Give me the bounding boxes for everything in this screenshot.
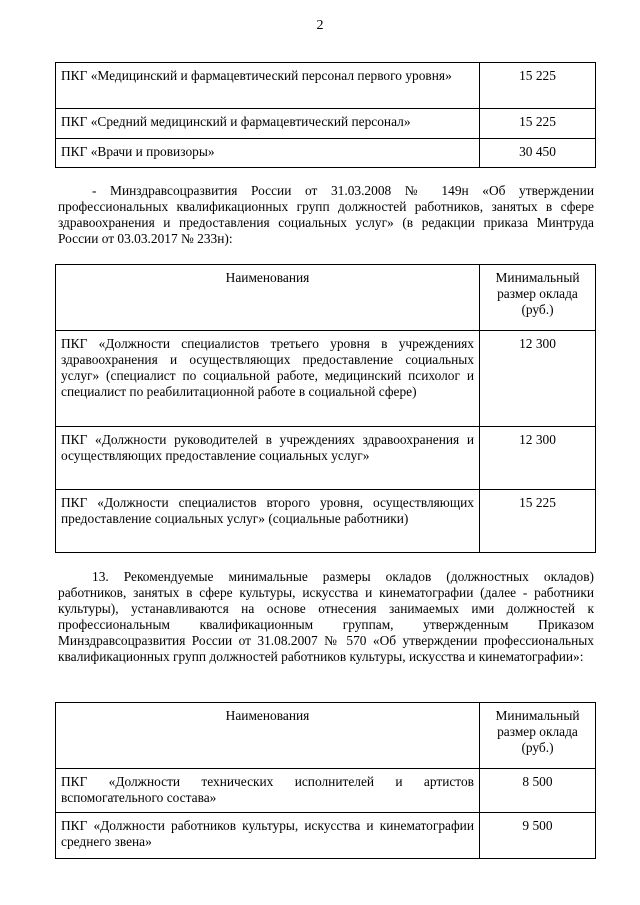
position-group-name: ПКГ «Врачи и провизоры» [56, 139, 480, 168]
table-row [56, 331, 596, 427]
salary-value: 8 500 [480, 769, 596, 813]
table-row [56, 813, 596, 859]
table-row [56, 109, 596, 139]
header-min-salary: Минимальный размер оклада (руб.) [480, 703, 596, 769]
salary-value: 15 225 [480, 63, 596, 109]
table-header-row [56, 703, 596, 769]
position-group-name: ПКГ «Средний медицинский и фармацевтический персонал» [56, 109, 480, 139]
paragraph-section-13: 13. Рекомендуемые минимальные размеры окладов (должностных окладов) работников, занятых в сфере культуры, искусства и кинематографии (далее - работники культуры), устанавливаются на основе отнесения занимаемых ими должностей к профессиональным квалификационным группам, утвержденным Приказом Минздравсоцразвития России от 31.08.2007 № 570 «Об утверждении профессиональных квалификационных групп должностей работников культуры, искусства и кинематографии»: [58, 569, 594, 664]
position-group-name: ПКГ «Должности технических исполнителей и артистов вспомогательного состава» [56, 769, 480, 813]
table-row [56, 490, 596, 553]
salary-table-social [55, 264, 596, 553]
table-row [56, 769, 596, 813]
paragraph-order-149n: - Минздравсоцразвития России от 31.03.2008 № 149н «Об утверждении профессиональных квалификационных групп должностей работников, занятых в сфере здравоохранения и предоставления социальных услуг» (в редакции приказа Минтруда России от 03.03.2017 № 233н): [58, 183, 594, 246]
position-group-name: ПКГ «Медицинский и фармацевтический персонал первого уровня» [56, 63, 480, 109]
salary-table-medical [55, 62, 596, 168]
table-row [56, 139, 596, 168]
header-name: Наименования [56, 265, 480, 331]
table-header-row [56, 265, 596, 331]
page-number: 2 [316, 18, 324, 33]
position-group-name: ПКГ «Должности работников культуры, искусства и кинематографии среднего звена» [56, 813, 480, 859]
table-row [56, 427, 596, 490]
header-min-salary: Минимальный размер оклада (руб.) [480, 265, 596, 331]
salary-value: 9 500 [480, 813, 596, 859]
salary-value: 12 300 [480, 331, 596, 427]
position-group-name: ПКГ «Должности специалистов третьего уровня в учреждениях здравоохранения и осуществляющих предоставление социальных услуг» (специалист по социальной работе, медицинский психолог и специалист по реабилитационной работе в социальной сфере) [56, 331, 480, 427]
header-name: Наименования [56, 703, 480, 769]
position-group-name: ПКГ «Должности руководителей в учреждениях здравоохранения и осуществляющих предоставление социальных услуг» [56, 427, 480, 490]
salary-table-culture [55, 702, 596, 859]
salary-value: 15 225 [480, 109, 596, 139]
position-group-name: ПКГ «Должности специалистов второго уровня, осуществляющих предоставление социальных услуг» (социальные работники) [56, 490, 480, 553]
salary-value: 15 225 [480, 490, 596, 553]
table-row [56, 63, 596, 109]
salary-value: 30 450 [480, 139, 596, 168]
salary-value: 12 300 [480, 427, 596, 490]
